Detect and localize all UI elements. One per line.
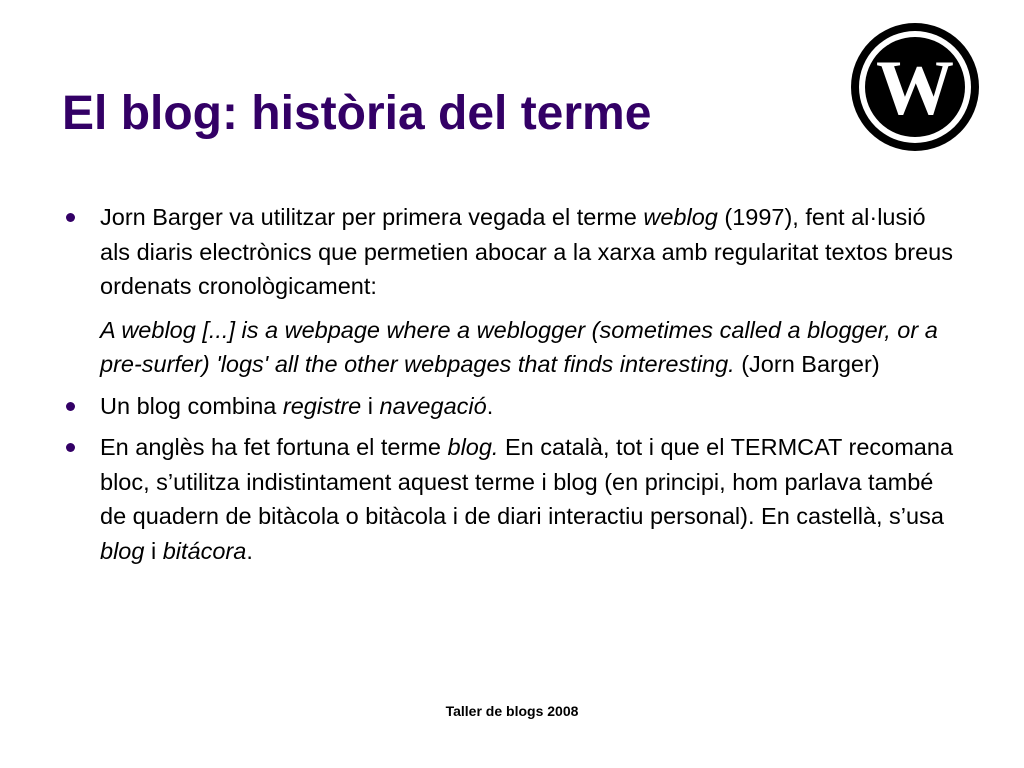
slide-footer: Taller de blogs 2008: [445, 703, 579, 719]
barger-quote: A weblog [...] is a webpage where a weblogger (sometimes called a blogger, or a pre-surfer) 'logs' all the other webpages that finds interesting. (Jorn Barger): [100, 316, 938, 377]
wordpress-logo-icon: [849, 21, 981, 153]
bullet-item-weblog: Jorn Barger va utilitzar per primera vegada el terme weblog (1997), fent al·lusió als diaris electrònics que permetien abocar a la xarxa amb regularitat textos breus ordenats cronològicament:: [62, 200, 962, 304]
bullet-item-combina: Un blog combina registre i navegació.: [62, 389, 962, 424]
svg-text:W: W: [876, 44, 954, 131]
slide-title: El blog: història del terme: [62, 87, 652, 140]
bullet-item-angles: En anglès ha fet fortuna el terme blog. En català, tot i que el TERMCAT recomana bloc, s’utilitza indistintament aquest terme i blog (en principi, hom parlava també de quadern de bitàcola o bitàcola i de diari interactiu personal). En castellà, s’usa blog i bitácora.: [62, 430, 962, 568]
slide-content: [62, 200, 962, 575]
